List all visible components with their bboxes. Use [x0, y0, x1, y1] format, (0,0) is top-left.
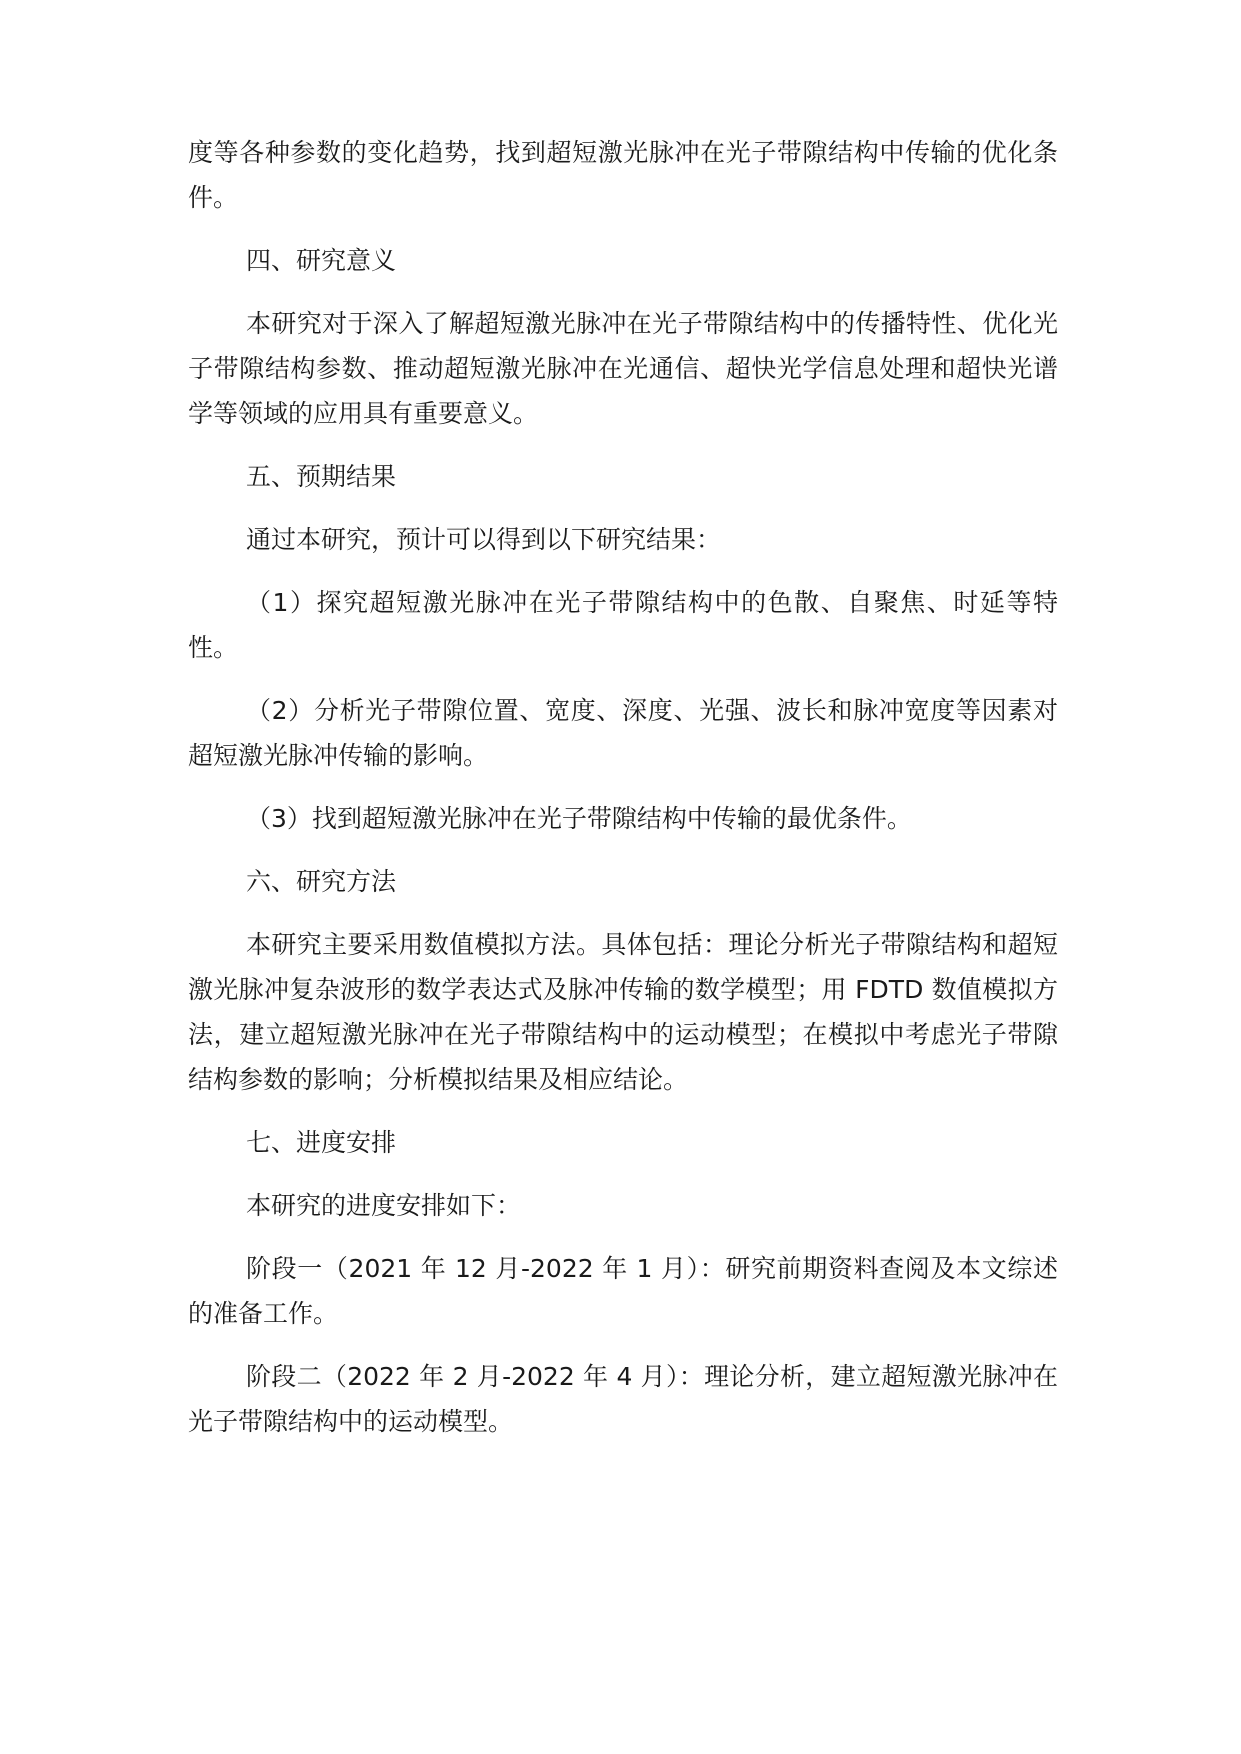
schedule-stage-1: 阶段一（2021 年 12 月-2022 年 1 月）：研究前期资料查阅及本文综述的准备工作。 [188, 1254, 1058, 1328]
list-item-result-2: （2）分析光子带隙位置、宽度、深度、光强、波长和脉冲宽度等因素对超短激光脉冲传输的影响。 [188, 696, 1058, 770]
section-heading-methods: 六、研究方法 [246, 867, 397, 896]
paragraph-continuation: 度等各种参数的变化趋势，找到超短激光脉冲在光子带隙结构中传输的优化条件。 [188, 138, 1058, 212]
paragraph-significance: 本研究对于深入了解超短激光脉冲在光子带隙结构中的传播特性、优化光子带隙结构参数、推动超短激光脉冲在光通信、超快光学信息处理和超快光谱学等领域的应用具有重要意义。 [188, 309, 1058, 428]
document-page [188, 130, 1058, 1462]
paragraph-methods: 本研究主要采用数值模拟方法。具体包括：理论分析光子带隙结构和超短激光脉冲复杂波形的数学表达式及脉冲传输的数学模型；用 FDTD 数值模拟方法，建立超短激光脉冲在光子带隙结构中的运动模型；在模拟中考虑光子带隙结构参数的影响；分析模拟结果及相应结论。 [188, 930, 1058, 1094]
section-heading-schedule: 七、进度安排 [246, 1128, 397, 1157]
list-item-result-1: （1）探究超短激光脉冲在光子带隙结构中的色散、自聚焦、时延等特性。 [188, 588, 1058, 662]
paragraph-results-intro: 通过本研究，预计可以得到以下研究结果： [246, 525, 722, 554]
paragraph-schedule-intro: 本研究的进度安排如下： [246, 1191, 522, 1220]
section-heading-expected-results: 五、预期结果 [246, 462, 397, 491]
list-item-result-3: （3）找到超短激光脉冲在光子带隙结构中传输的最优条件。 [246, 804, 912, 833]
section-heading-significance: 四、研究意义 [246, 246, 397, 275]
schedule-stage-2: 阶段二（2022 年 2 月-2022 年 4 月）：理论分析，建立超短激光脉冲在光子带隙结构中的运动模型。 [188, 1362, 1058, 1436]
